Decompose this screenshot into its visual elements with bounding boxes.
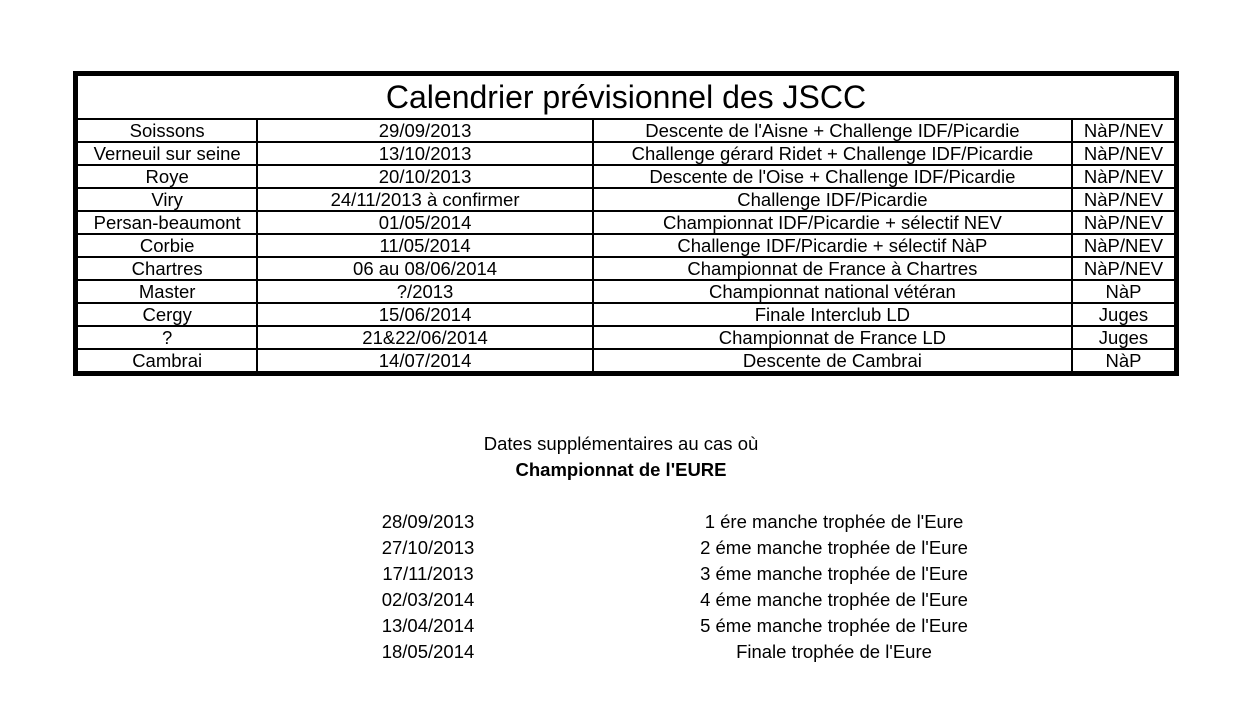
eure-event: 5 éme manche trophée de l'Eure — [700, 615, 968, 636]
eure-date: 02/03/2014 — [381, 589, 475, 610]
cell-place: Master — [76, 280, 258, 303]
cell-place: Persan-beaumont — [76, 211, 258, 234]
cell-date: 24/11/2013 à confirmer — [257, 188, 593, 211]
cell-date: 21&22/06/2014 — [257, 326, 593, 349]
cell-place: Viry — [76, 188, 258, 211]
cell-event: Championnat de France à Chartres — [593, 257, 1072, 280]
eure-event: 3 éme manche trophée de l'Eure — [700, 563, 968, 584]
cell-category: NàP/NEV — [1072, 234, 1177, 257]
cell-date: 06 au 08/06/2014 — [257, 257, 593, 280]
cell-event: Descente de l'Aisne + Challenge IDF/Picardie — [593, 119, 1072, 142]
list-item — [0, 561, 1242, 587]
cell-event: Challenge IDF/Picardie + sélectif NàP — [593, 234, 1072, 257]
cell-event: Championnat de France LD — [593, 326, 1072, 349]
cell-place: Chartres — [76, 257, 258, 280]
cell-date: 15/06/2014 — [257, 303, 593, 326]
cell-place: Verneuil sur seine — [76, 142, 258, 165]
table-row — [76, 349, 1177, 374]
table-row — [76, 326, 1177, 349]
table-row — [76, 211, 1177, 234]
table-row — [76, 280, 1177, 303]
cell-date: 01/05/2014 — [257, 211, 593, 234]
eure-event: Finale trophée de l'Eure — [736, 641, 932, 662]
cell-category: NàP/NEV — [1072, 142, 1177, 165]
cell-category: NàP/NEV — [1072, 119, 1177, 142]
cell-event: Challenge IDF/Picardie — [593, 188, 1072, 211]
cell-event: Championnat national vétéran — [593, 280, 1072, 303]
cell-category: NàP/NEV — [1072, 211, 1177, 234]
cell-place: Corbie — [76, 234, 258, 257]
eure-date: 18/05/2014 — [381, 641, 475, 662]
table-row — [76, 257, 1177, 280]
cell-event: Challenge gérard Ridet + Challenge IDF/Picardie — [593, 142, 1072, 165]
supplement-heading: Dates supplémentaires au cas où — [483, 433, 759, 454]
list-item — [0, 587, 1242, 613]
cell-event: Championnat IDF/Picardie + sélectif NEV — [593, 211, 1072, 234]
calendar-table — [73, 71, 1179, 376]
cell-event: Descente de Cambrai — [593, 349, 1072, 374]
cell-event: Descente de l'Oise + Challenge IDF/Picardie — [593, 165, 1072, 188]
list-item — [0, 639, 1242, 665]
table-title-row — [76, 74, 1177, 120]
eure-event: 1 ére manche trophée de l'Eure — [704, 511, 964, 532]
cell-place: Soissons — [76, 119, 258, 142]
cell-date: ?/2013 — [257, 280, 593, 303]
table-row — [76, 142, 1177, 165]
cell-date: 14/07/2014 — [257, 349, 593, 374]
supplement-subheading: Championnat de l'EURE — [515, 459, 727, 480]
eure-date: 28/09/2013 — [381, 511, 475, 532]
table-row — [76, 234, 1177, 257]
cell-place: Cergy — [76, 303, 258, 326]
cell-place: ? — [76, 326, 258, 349]
eure-date: 13/04/2014 — [381, 615, 475, 636]
table-title: Calendrier prévisionnel des JSCC — [76, 74, 1177, 120]
table-row — [76, 119, 1177, 142]
cell-date: 11/05/2014 — [257, 234, 593, 257]
list-item — [0, 509, 1242, 535]
eure-date: 27/10/2013 — [381, 537, 475, 558]
eure-event: 2 éme manche trophée de l'Eure — [700, 537, 968, 558]
cell-category: Juges — [1072, 303, 1177, 326]
cell-category: NàP/NEV — [1072, 165, 1177, 188]
eure-event: 4 éme manche trophée de l'Eure — [700, 589, 968, 610]
cell-category: NàP — [1072, 349, 1177, 374]
cell-place: Cambrai — [76, 349, 258, 374]
cell-category: NàP/NEV — [1072, 188, 1177, 211]
cell-event: Finale Interclub LD — [593, 303, 1072, 326]
cell-category: NàP — [1072, 280, 1177, 303]
cell-date: 29/09/2013 — [257, 119, 593, 142]
cell-place: Roye — [76, 165, 258, 188]
table-row — [76, 165, 1177, 188]
cell-category: NàP/NEV — [1072, 257, 1177, 280]
list-item — [0, 535, 1242, 561]
cell-category: Juges — [1072, 326, 1177, 349]
cell-date: 13/10/2013 — [257, 142, 593, 165]
cell-date: 20/10/2013 — [257, 165, 593, 188]
eure-date: 17/11/2013 — [382, 563, 474, 584]
list-item — [0, 613, 1242, 639]
table-row — [76, 188, 1177, 211]
table-row — [76, 303, 1177, 326]
eure-dates-list — [0, 509, 1242, 665]
